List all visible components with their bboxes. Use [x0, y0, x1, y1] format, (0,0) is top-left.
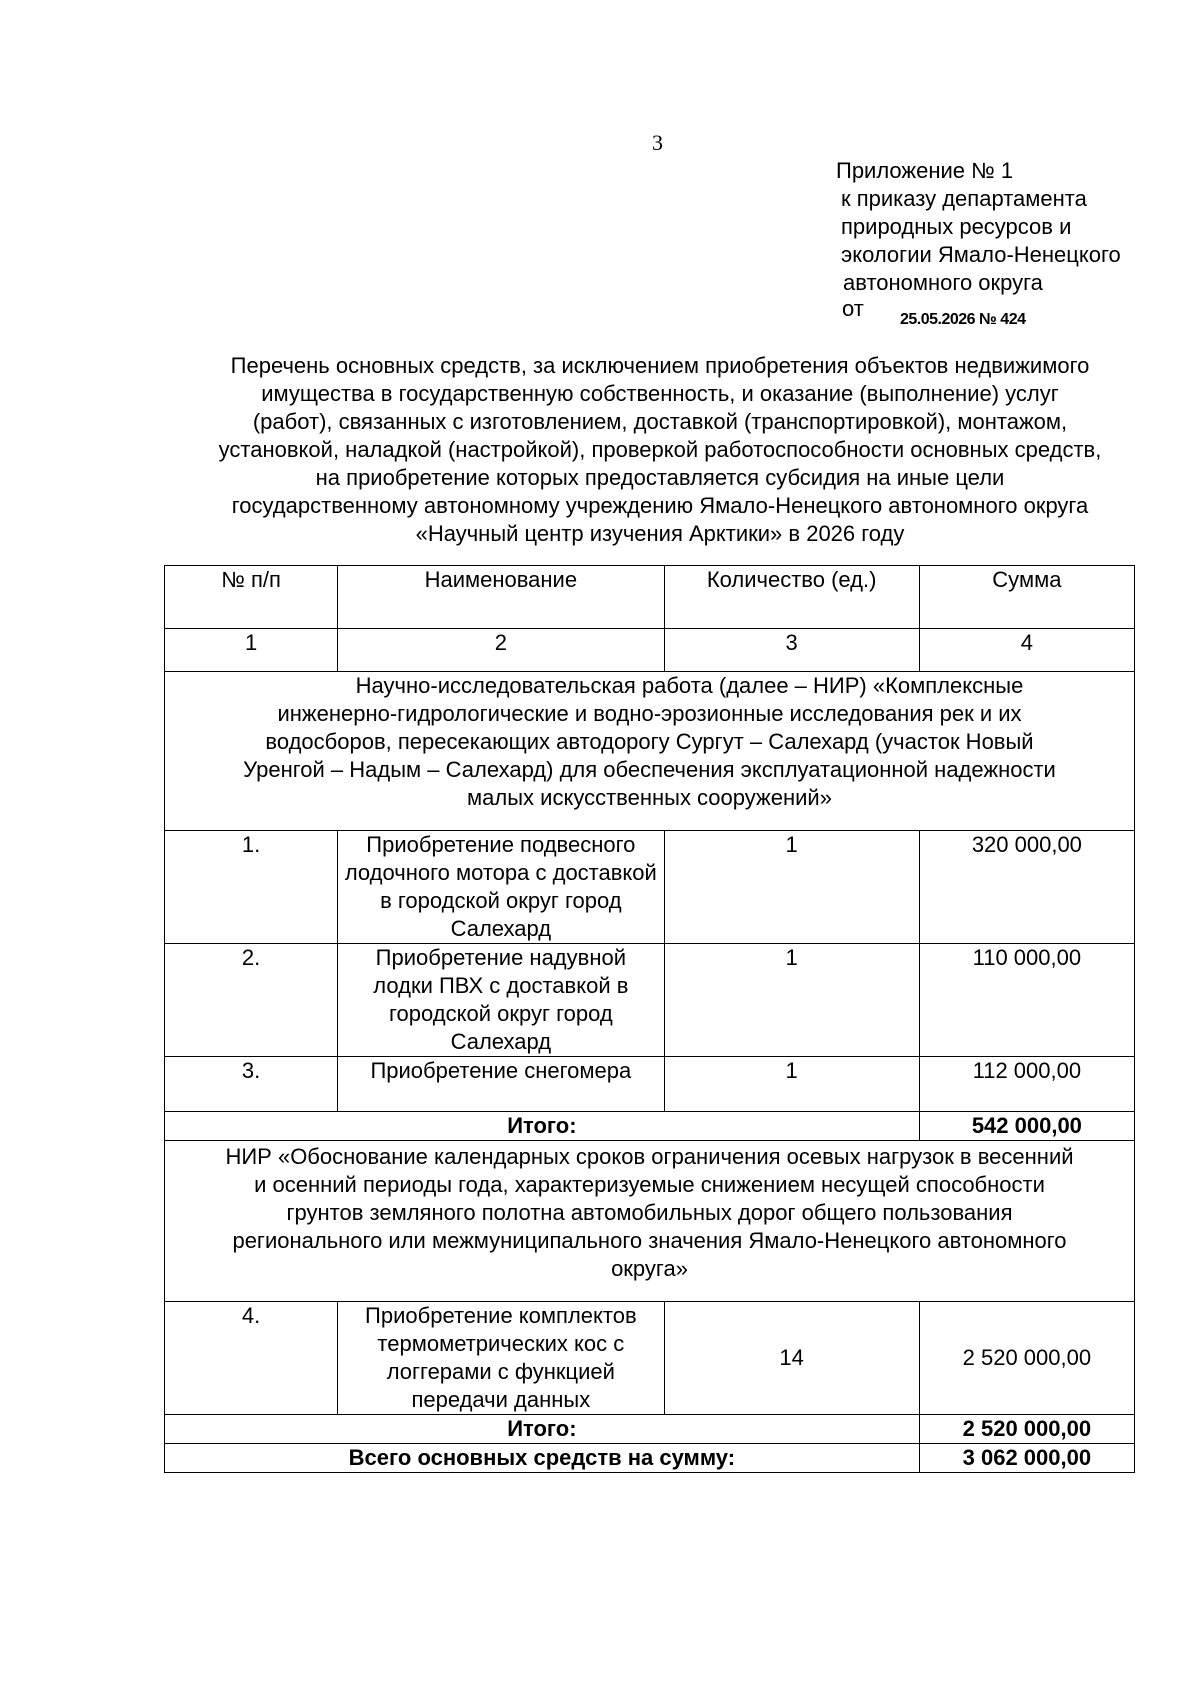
document-title	[160, 352, 1160, 548]
row-number: 2.	[165, 944, 338, 1057]
from-label: от	[842, 296, 864, 321]
row-name: Приобретение подвесного лодочного мотора с доставкой в городской округ город Салехард	[338, 831, 664, 944]
section-title-line: Уренгой – Надым – Салехард) для обеспечения эксплуатационной надежности	[243, 757, 1056, 782]
appendix-line: природных ресурсов и	[841, 214, 1072, 239]
appendix-line: к приказу департамента	[841, 186, 1087, 211]
total-value: 2 520 000,00	[919, 1415, 1134, 1444]
title-line: (работ), связанных с изготовлением, доставкой (транспортировкой), монтажом,	[252, 409, 1068, 434]
section-title-line: регионального или межмуниципального значения Ямало-Ненецкого автономного	[232, 1228, 1067, 1253]
title-line: Перечень основных средств, за исключением приобретения объектов недвижимого	[230, 353, 1090, 378]
row-name: Приобретение снегомера	[338, 1057, 664, 1112]
column-number-cell: 4	[919, 629, 1134, 672]
section-title-line: водосборов, пересекающих автодорогу Сургут – Салехард (участок Новый	[265, 729, 1034, 754]
row-number: 3.	[165, 1057, 338, 1112]
assets-table	[164, 565, 1135, 1473]
table-row	[165, 944, 1135, 1057]
appendix-line: Приложение № 1	[836, 158, 1014, 183]
appendix-date-line	[842, 297, 1121, 327]
section-title-row	[165, 1141, 1135, 1302]
section-title-cell	[165, 672, 1135, 831]
row-sum: 112 000,00	[919, 1057, 1134, 1112]
section-title-line: и осенний периоды года, характеризуемые снижением несущей способности	[254, 1172, 1045, 1197]
section-title-cell	[165, 1141, 1135, 1302]
row-sum: 2 520 000,00	[919, 1302, 1134, 1415]
title-line: государственному автономному учреждению Ямало-Ненецкого автономного округа	[231, 493, 1089, 518]
row-name: Приобретение комплектов термометрических кос с логгерами с функцией передачи данных	[338, 1302, 664, 1415]
page-number: 3	[652, 130, 663, 155]
total-value: 542 000,00	[919, 1112, 1134, 1141]
row-number: 1.	[165, 831, 338, 944]
table-row	[165, 831, 1135, 944]
row-quantity: 1	[664, 831, 919, 944]
table-row	[165, 1302, 1135, 1415]
table-row	[165, 1057, 1135, 1112]
row-sum: 320 000,00	[919, 831, 1134, 944]
column-number-cell: 2	[338, 629, 664, 672]
row-name: Приобретение надувной лодки ПВХ с доставкой в городской округ город Салехард	[338, 944, 664, 1057]
column-number-cell: 1	[165, 629, 338, 672]
title-line: на приобретение которых предоставляется субсидия на иные цели	[315, 465, 1005, 490]
section-title-line: НИР «Обоснование календарных сроков ограничения осевых нагрузок в весенний	[225, 1144, 1074, 1169]
order-date-number: 25.05.2026 № 424	[900, 311, 1026, 328]
title-line: имущества в государственную собственность, и оказание (выполнение) услуг	[261, 381, 1059, 406]
section-title-line: грунтов земляного полотна автомобильных дорог общего пользования	[286, 1200, 1013, 1225]
header-cell-name: Наименование	[338, 566, 664, 629]
header-cell-quantity: Количество (ед.)	[664, 566, 919, 629]
column-number-row	[165, 629, 1135, 672]
header-cell-number: № п/п	[165, 566, 338, 629]
title-line: «Научный центр изучения Арктики» в 2026 году	[415, 521, 905, 546]
row-number: 4.	[165, 1302, 338, 1415]
section-total-row	[165, 1415, 1135, 1444]
appendix-line: экологии Ямало-Ненецкого	[841, 242, 1121, 267]
section-title-line: инженерно-гидрологические и водно-эрозионные исследования рек и их	[277, 701, 1022, 726]
appendix-line: автономного округа	[843, 270, 1043, 295]
section-total-row	[165, 1112, 1135, 1141]
row-sum: 110 000,00	[919, 944, 1134, 1057]
section-title-row	[165, 672, 1135, 831]
section-title-line: округа»	[611, 1256, 688, 1281]
header-cell-sum: Сумма	[919, 566, 1134, 629]
grand-total-value: 3 062 000,00	[919, 1444, 1134, 1473]
section-title-line: Научно-исследовательская работа (далее – НИР) «Комплексные	[355, 673, 1024, 698]
table-header-row	[165, 566, 1135, 629]
appendix-block	[836, 157, 1121, 327]
total-label: Итого:	[165, 1415, 920, 1444]
section-title-line: малых искусственных сооружений»	[467, 785, 832, 810]
column-number-cell: 3	[664, 629, 919, 672]
row-quantity: 14	[664, 1302, 919, 1415]
total-label: Итого:	[165, 1112, 920, 1141]
row-quantity: 1	[664, 1057, 919, 1112]
grand-total-row	[165, 1444, 1135, 1473]
row-quantity: 1	[664, 944, 919, 1057]
grand-total-label: Всего основных средств на сумму:	[165, 1444, 920, 1473]
title-line: установкой, наладкой (настройкой), проверкой работоспособности основных средств,	[218, 437, 1102, 462]
